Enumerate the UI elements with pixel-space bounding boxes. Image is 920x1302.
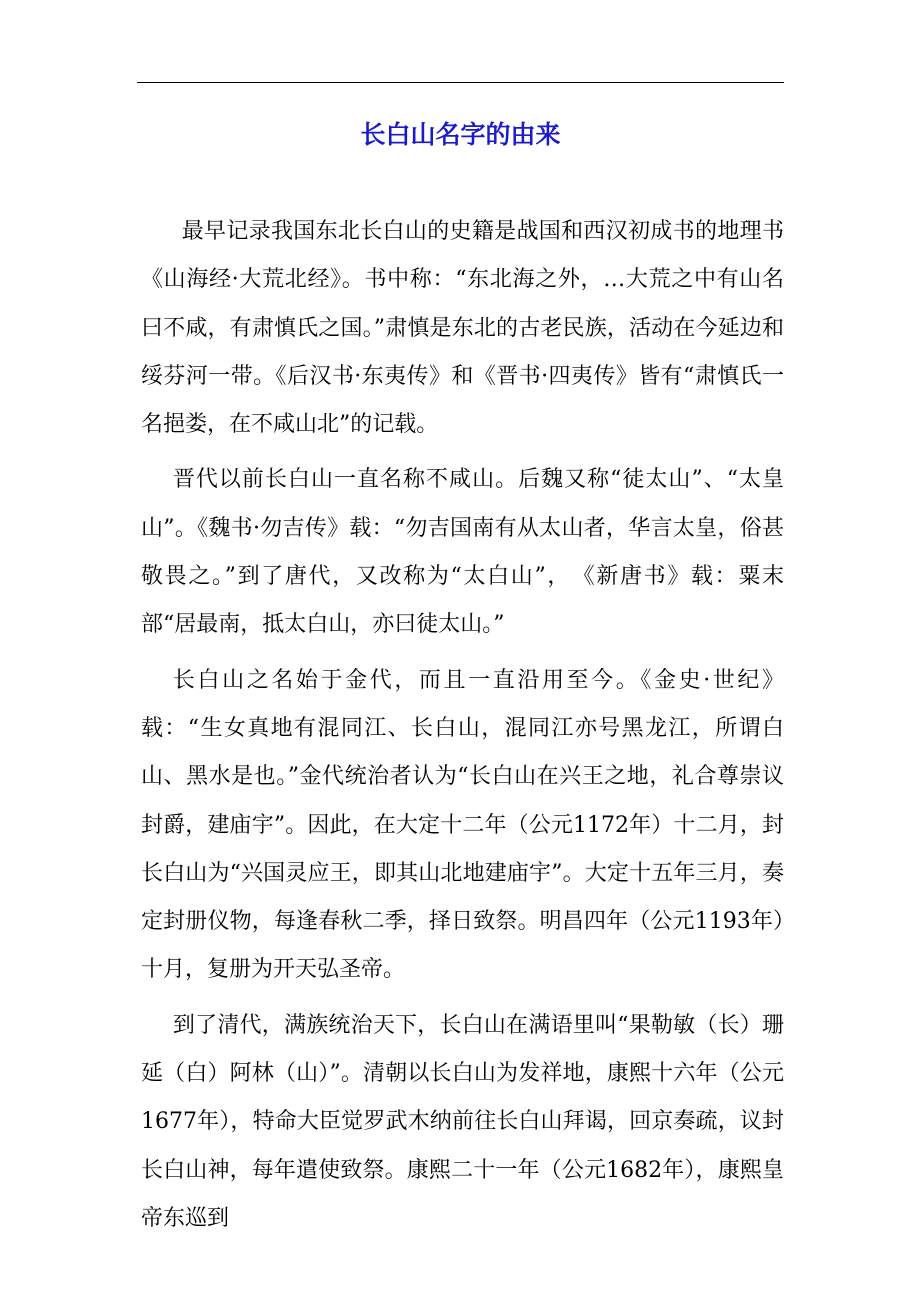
paragraph-4: 到了清代，满族统治天下，长白山在满语里叫“果勒敏（长）珊延（白）阿林（山）”。清朝以长白山为发祥地，康熙十六年（公元1677年），特命大臣觉罗武木纳前往长白山拜谒，回京奏疏，议封长白山神，每年遣使致祭。康熙二十一年（公元1682年），康熙皇帝东巡到 [141,1012,784,1231]
paragraph-3: 长白山之名始于金代，而且一直沿用至今。《金史·世纪》载：“生女真地有混同江、长白山，混同江亦号黑龙江，所谓白山、黑水是也。”金代统治者认为“长白山在兴王之地，礼合尊崇议封爵，建庙宇”。因此，在大定十二年（公元1172年）十二月，封长白山为“兴国灵应王，即其山北地建庙宇”。大定十五年三月，奏定封册仪物，每逢春秋二季，择日致祭。明昌四年（公元1193年）十月，复册为开天弘圣帝。 [141,667,784,983]
document-body [141,208,784,1243]
document-title: 长白山名字的由来 [360,120,561,149]
paragraph-1: 最早记录我国东北长白山的史籍是战国和西汉初成书的地理书《山海经·大荒北经》。书中称：“东北海之外，…大荒之中有山名曰不咸，有肃慎氏之国。”肃慎是东北的古老民族，活动在今延边和绥芬河一带。《后汉书·东夷传》和《晋书·四夷传》皆有“肃慎氏一名挹娄，在不咸山北”的记载。 [141,219,784,438]
header-rule [137,82,784,83]
paragraph-2: 晋代以前长白山一直名称不咸山。后魏又称“徒太山”、“太皇山”。《魏书·勿吉传》载：“勿吉国南有从太山者，华言太皇，俗甚敬畏之。”到了唐代，又改称为“太白山”， 《新唐书》载：粟末部“居最南，抵太白山，亦曰徒太山。” [141,467,784,638]
